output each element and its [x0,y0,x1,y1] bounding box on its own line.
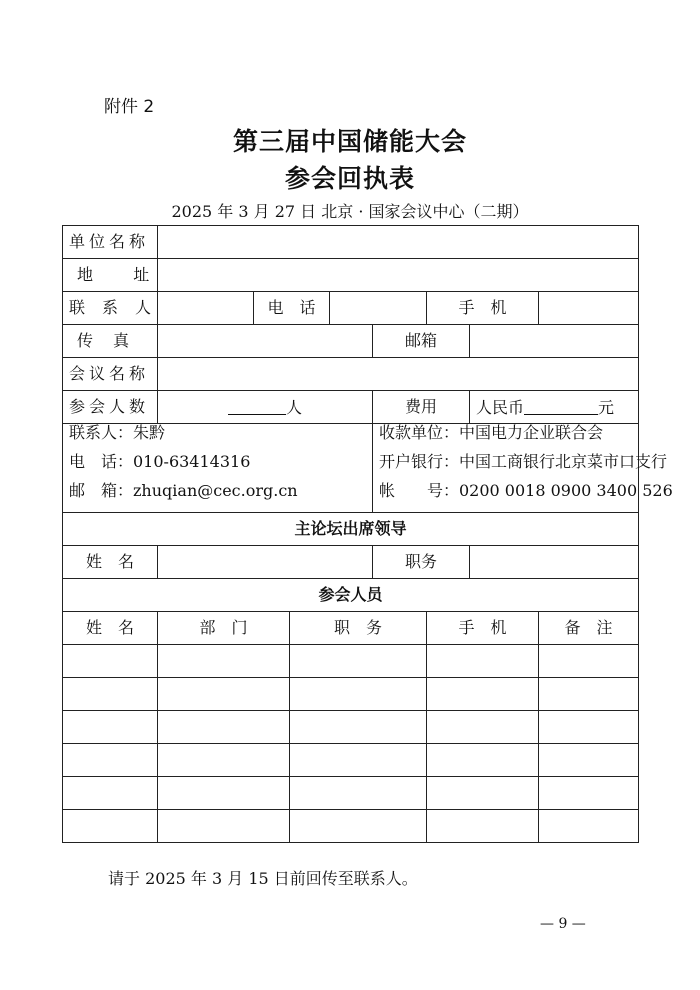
page-number: — 9 — [540,916,586,932]
address-label [63,259,158,292]
attendee-position-cell[interactable] [290,810,427,843]
email-field[interactable] [470,325,639,358]
contact-info-email: 邮 箱：zhuqian@cec.org.cn [69,481,298,500]
attendee-name-cell[interactable] [63,711,158,744]
forum-position-label: 职务 [373,546,470,579]
attendee-remarks-cell[interactable] [539,810,639,843]
fee-amount-blank[interactable] [524,398,598,415]
attendee-mobile-cell[interactable] [427,645,539,678]
event-date-location: 2025 年 3 月 27 日 北京 · 国家会议中心（二期） [171,202,529,221]
address-label-char2: 址 [133,265,150,285]
payment-payee: 收款单位：中国电力企业联合会 [379,423,604,442]
attendee-remarks-cell[interactable] [539,645,639,678]
payment-account: 帐 号：0200 0018 0900 3400 526 [379,481,673,500]
attendee-department-cell[interactable] [158,711,290,744]
attendee-row [63,678,639,711]
attendee-row [63,711,639,744]
attendee-position-cell[interactable] [290,711,427,744]
col-header-remarks: 备 注 [539,612,639,645]
payment-info-cell [373,423,673,513]
attendee-name-cell[interactable] [63,810,158,843]
attendee-mobile-cell[interactable] [427,810,539,843]
contact-person-label: 联系人 [63,292,158,325]
document-title: 第三届中国储能大会 [232,127,467,156]
fee-field[interactable] [470,391,639,424]
col-header-position: 职 务 [290,612,427,645]
fax-field[interactable] [158,325,373,358]
attendee-mobile-cell[interactable] [427,777,539,810]
attendee-name-cell[interactable] [63,678,158,711]
attendee-department-cell[interactable] [158,744,290,777]
fee-label: 费用 [373,391,470,424]
col-header-mobile: 手 机 [427,612,539,645]
document-subtitle: 参会回执表 [284,164,415,193]
address-field[interactable] [158,259,639,292]
mobile-label: 手 机 [427,292,539,325]
fax-label: 传 真 [63,325,158,358]
attendee-position-cell[interactable] [290,678,427,711]
attendee-name-cell[interactable] [63,645,158,678]
contact-person-field[interactable] [158,292,254,325]
attendee-mobile-cell[interactable] [427,744,539,777]
forum-position-field[interactable] [470,546,639,579]
payment-bank: 开户银行：中国工商银行北京菜市口支行 [379,452,668,471]
col-header-department: 部 门 [158,612,290,645]
attendee-row [63,810,639,843]
contact-info-cell [63,424,373,513]
fee-unit: 元 [598,397,615,417]
contact-info-phone: 电 话：010-63414316 [69,452,251,471]
attachment-label: 附件 2 [104,97,155,117]
contact-info-person: 联系人：朱黔 [69,423,166,442]
unit-name-label: 单位名称 [63,226,158,259]
attendee-remarks-cell[interactable] [539,777,639,810]
unit-name-field[interactable] [158,226,639,259]
forum-section-title: 主论坛出席领导 [63,513,639,546]
attendee-department-cell[interactable] [158,810,290,843]
meeting-name-field[interactable] [158,358,639,391]
attendee-mobile-cell[interactable] [427,711,539,744]
attendee-department-cell[interactable] [158,645,290,678]
attendees-section-title: 参会人员 [63,579,639,612]
email-label: 邮箱 [373,325,470,358]
phone-field[interactable] [330,292,427,325]
forum-name-field[interactable] [158,546,373,579]
return-deadline-note: 请于 2025 年 3 月 15 日前回传至联系人。 [108,869,418,888]
attendee-count-label: 参会人数 [63,391,158,424]
phone-label: 电 话 [254,292,330,325]
attendee-row [63,777,639,810]
attendee-count-field[interactable] [158,391,373,424]
attendee-department-cell[interactable] [158,777,290,810]
col-header-name: 姓 名 [63,612,158,645]
attendee-position-cell[interactable] [290,777,427,810]
forum-name-label: 姓 名 [63,546,158,579]
attendee-mobile-cell[interactable] [427,678,539,711]
attendee-remarks-cell[interactable] [539,744,639,777]
attendee-unit: 人 [285,397,302,417]
attendee-remarks-cell[interactable] [539,678,639,711]
attendee-name-cell[interactable] [63,744,158,777]
attendee-name-cell[interactable] [63,777,158,810]
attendee-department-cell[interactable] [158,678,290,711]
address-label-char1: 地 [77,265,94,285]
attendee-remarks-cell[interactable] [539,711,639,744]
meeting-name-label: 会议名称 [63,358,158,391]
fee-currency: 人民币 [476,397,525,417]
attendee-count-blank[interactable] [228,398,286,415]
attendee-position-cell[interactable] [290,645,427,678]
attendee-row [63,645,639,678]
mobile-field[interactable] [539,292,639,325]
registration-form-table [62,225,673,843]
attendee-position-cell[interactable] [290,744,427,777]
attendee-row [63,744,639,777]
